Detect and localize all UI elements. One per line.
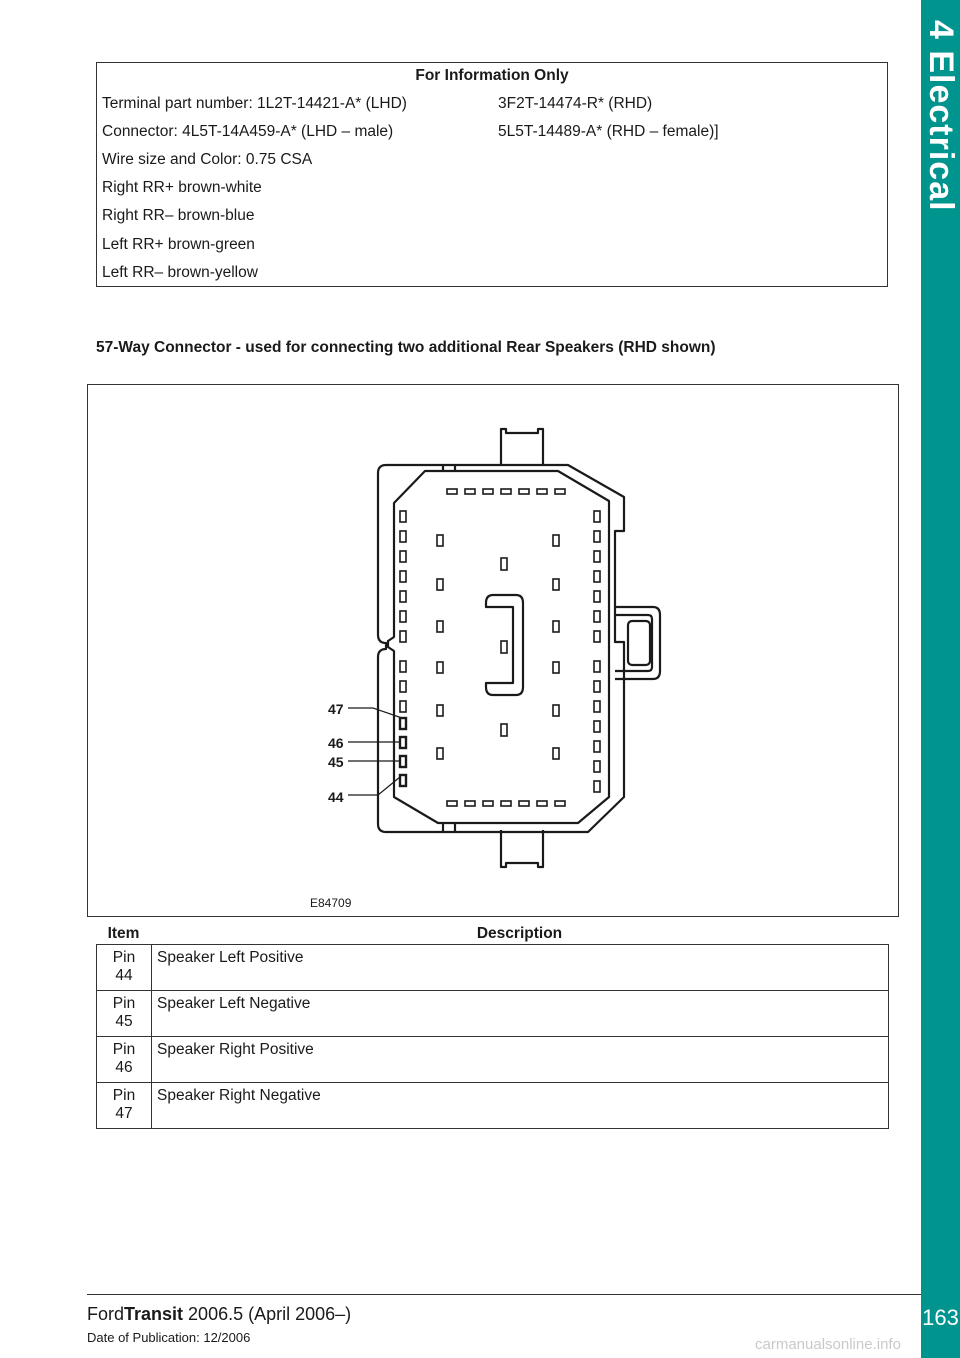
footer-rule: [87, 1294, 921, 1295]
pin-hole: [400, 681, 406, 692]
table-cell-item: [97, 991, 152, 1037]
callout-label-46: 46: [328, 735, 344, 751]
info-row-right: 3F2T-14474-R* (RHD): [498, 95, 653, 112]
pin-hole: [537, 489, 547, 494]
side-latch-block: [628, 621, 650, 665]
pin-hole: [553, 662, 559, 673]
pin-hole: [400, 531, 406, 542]
pin-word: Pin: [112, 1087, 136, 1104]
pin-hole: [555, 801, 565, 806]
pin-hole-callout: [400, 718, 406, 729]
pin-hole: [519, 489, 529, 494]
pin-hole: [594, 511, 600, 522]
footer-edition: 2006.5 (April 2006–): [183, 1304, 352, 1324]
footer-model: Transit: [124, 1304, 184, 1324]
pin-hole: [465, 489, 475, 494]
pin-hole: [594, 781, 600, 792]
pin-hole: [437, 579, 443, 590]
pin-hole: [437, 748, 443, 759]
callout-label-44: 44: [328, 789, 344, 805]
info-row-left: Left RR+ brown-green: [102, 236, 255, 253]
footer-brand: Ford: [87, 1304, 125, 1324]
table-cell-item: [97, 1083, 152, 1129]
center-key: [486, 595, 523, 695]
connector-figure: [87, 384, 899, 917]
page-number: 163: [922, 1305, 959, 1330]
info-row-left: Terminal part number: 1L2T-14421-A* (LHD): [102, 95, 407, 112]
callout-label-45: 45: [328, 754, 344, 770]
information-box: [96, 62, 888, 287]
pin-hole: [594, 681, 600, 692]
table-cell-description: Speaker Right Negative: [152, 1083, 889, 1129]
section-heading: 57-Way Connector - used for connecting two additional Rear Speakers (RHD shown): [96, 339, 716, 356]
pin-hole: [594, 721, 600, 732]
pin-hole: [594, 611, 600, 622]
table-cell-item: [97, 1037, 152, 1083]
pin-hole: [437, 621, 443, 632]
pin-hole: [519, 801, 529, 806]
pin-number: 45: [115, 1013, 133, 1030]
pin-hole: [594, 701, 600, 712]
pin-hole: [400, 701, 406, 712]
connector-housing-inner: [388, 471, 609, 823]
pin-word: Pin: [112, 1041, 136, 1058]
pin-hole: [594, 591, 600, 602]
pin-hole: [447, 801, 457, 806]
pin-hole: [594, 551, 600, 562]
pin-hole: [594, 531, 600, 542]
pin-hole: [437, 662, 443, 673]
pin-hole: [501, 489, 511, 494]
table-row: [97, 991, 889, 1037]
information-box-title: For Information Only: [415, 67, 569, 84]
pin-hole: [483, 489, 493, 494]
pin-hole-callout: [400, 737, 406, 748]
pin-hole: [501, 801, 511, 806]
pin-hole: [553, 579, 559, 590]
pin-word: Pin: [112, 995, 136, 1012]
pin-hole: [553, 621, 559, 632]
pin-word: Pin: [112, 949, 136, 966]
footer-date: Date of Publication: 12/2006: [87, 1330, 251, 1345]
pin-hole: [447, 489, 457, 494]
info-row-left: Right RR+ brown-white: [102, 179, 262, 196]
pin-hole: [501, 558, 507, 570]
pin-hole: [400, 611, 406, 622]
bottom-latch: [501, 830, 543, 867]
pin-hole: [594, 571, 600, 582]
pin-hole: [594, 661, 600, 672]
callout-label-47: 47: [328, 701, 344, 717]
pin-hole: [400, 661, 406, 672]
pin-hole: [465, 801, 475, 806]
pin-table: [96, 944, 889, 1129]
pin-hole: [400, 551, 406, 562]
table-header-description: Description: [476, 925, 563, 942]
pin-hole: [400, 571, 406, 582]
pin-hole: [437, 535, 443, 546]
table-cell-description: Speaker Right Positive: [152, 1037, 889, 1083]
table-cell-item: [97, 945, 152, 991]
pin-hole-callout: [400, 756, 406, 767]
pin-hole: [400, 591, 406, 602]
table-row: [97, 945, 889, 991]
pin-hole: [553, 748, 559, 759]
table-row: [97, 1083, 889, 1129]
pin-hole: [501, 724, 507, 736]
watermark: carmanualsonline.info: [755, 1336, 901, 1353]
info-row-left: Left RR– brown-yellow: [102, 264, 258, 281]
pin-hole: [553, 705, 559, 716]
pin-hole: [437, 705, 443, 716]
pin-hole: [400, 631, 406, 642]
pin-hole: [553, 535, 559, 546]
pin-hole: [400, 511, 406, 522]
footer-title: [87, 1304, 351, 1325]
chapter-side-tab: [921, 0, 960, 1358]
chapter-title-text: 4 Electrical: [922, 20, 960, 212]
figure-id: E84709: [310, 896, 352, 910]
table-cell-description: Speaker Left Positive: [152, 945, 889, 991]
info-row-left: Wire size and Color: 0.75 CSA: [102, 151, 313, 168]
pin-hole: [501, 641, 507, 653]
info-row-right: 5L5T-14489-A* (RHD – female)]: [498, 123, 719, 140]
pin-number: 47: [115, 1105, 133, 1122]
info-row-left: Right RR– brown-blue: [102, 207, 255, 224]
top-latch: [501, 429, 543, 465]
pin-hole: [594, 741, 600, 752]
info-row-left: Connector: 4L5T-14A459-A* (LHD – male): [102, 123, 394, 140]
callout-leader-line: [348, 777, 400, 795]
pin-hole: [594, 761, 600, 772]
pin-hole-callout: [400, 775, 406, 786]
pin-hole: [483, 801, 493, 806]
table-cell-description: Speaker Left Negative: [152, 991, 889, 1037]
pin-number: 44: [115, 967, 133, 984]
pin-hole: [594, 631, 600, 642]
chapter-title: [921, 0, 960, 270]
pin-number: 46: [115, 1059, 133, 1076]
table-row: [97, 1037, 889, 1083]
pin-hole: [537, 801, 547, 806]
connector-diagram: [88, 385, 900, 918]
table-header-item: Item: [107, 925, 140, 942]
pin-hole: [555, 489, 565, 494]
